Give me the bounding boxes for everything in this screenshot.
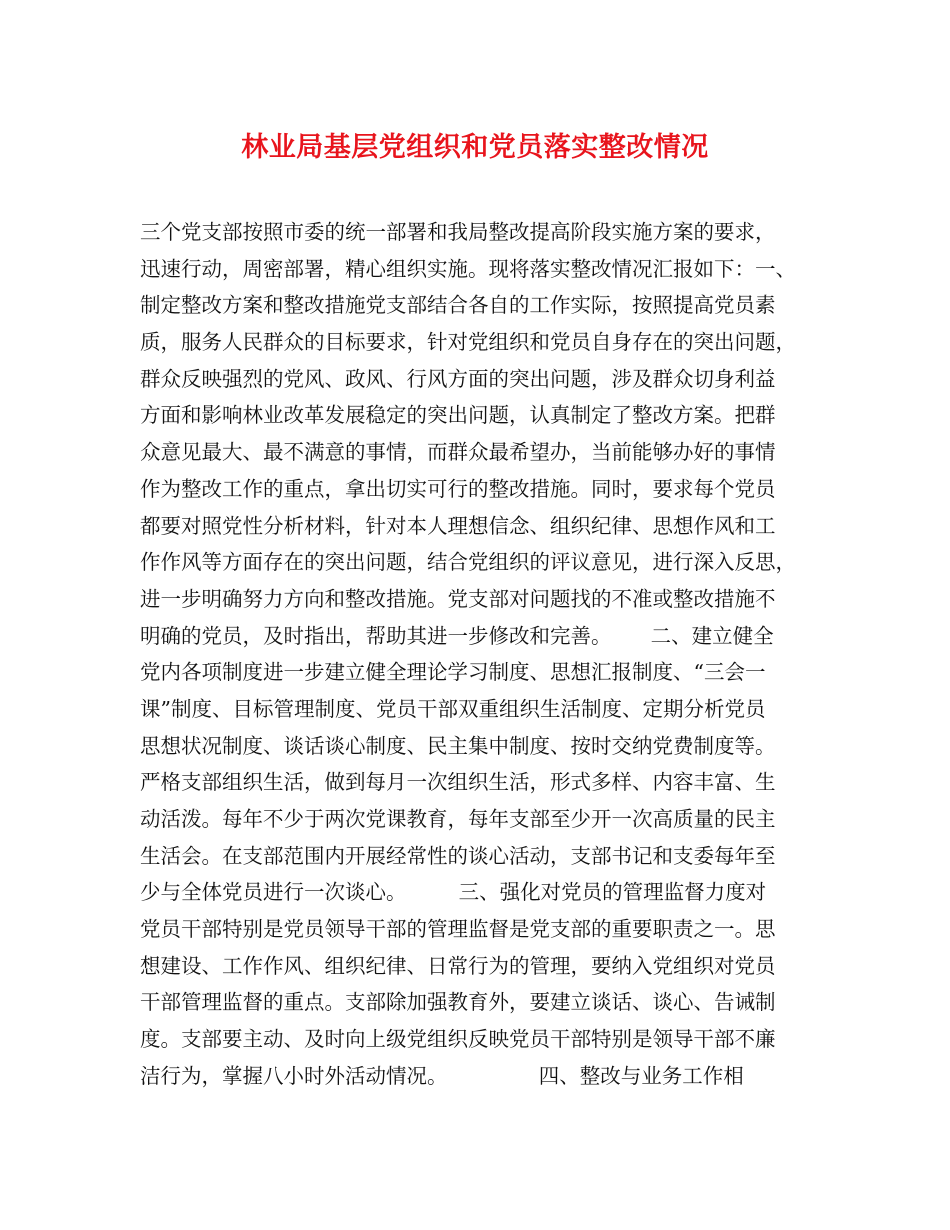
body-line-5: 群众反映强烈的党风、政风、行风方面的突出问题，涉及群众切身利益 bbox=[140, 366, 776, 391]
body-line-16: 严格支部组织生活，做到每月一次组织生活，形式多样、内容丰富、生 bbox=[140, 770, 776, 795]
body-line-4: 质，服务人民群众的目标要求，针对党组织和党员自身存在的突出问题， bbox=[140, 330, 796, 355]
body-line-15: 思想状况制度、谈话谈心制度、民主集中制度、按时交纳党费制度等。 bbox=[140, 733, 776, 758]
body-line-11: 进一步明确努力方向和整改措施。党支部对问题找的不准或整改措施不 bbox=[140, 586, 776, 611]
body-line-7: 众意见最大、最不满意的事情，而群众最希望办，当前能够办好的事情 bbox=[140, 440, 776, 465]
body-line-19: 少与全体党员进行一次谈心。 三、强化对党员的管理监督力度对 bbox=[140, 880, 767, 905]
body-line-10: 作作风等方面存在的突出问题，结合党组织的评议意见，进行深入反思， bbox=[140, 550, 796, 575]
body-line-20: 党员干部特别是党员领导干部的管理监督是党支部的重要职责之一。思 bbox=[140, 917, 776, 942]
document-title: 林业局基层党组织和党员落实整改情况 bbox=[241, 132, 709, 163]
body-line-1: 三个党支部按照市委的统一部署和我局整改提高阶段实施方案的要求， bbox=[140, 220, 776, 244]
body-line-14: 课”制度、目标管理制度、党员干部双重组织生活制度、定期分析党员 bbox=[140, 696, 766, 721]
body-line-22: 干部管理监督的重点。支部除加强教育外，要建立谈话、谈心、告诫制 bbox=[140, 990, 776, 1015]
body-line-23: 度。支部要主动、及时向上级党组织反映党员干部特别是领导干部不廉 bbox=[140, 1027, 776, 1052]
body-line-24: 洁行为，掌握八小时外活动情况。 四、整改与业务工作相 bbox=[140, 1063, 744, 1088]
body-line-8: 作为整改工作的重点，拿出切实可行的整改措施。同时，要求每个党员 bbox=[140, 476, 776, 501]
body-line-17: 动活泼。每年不少于两次党课教育，每年支部至少开一次高质量的民主 bbox=[140, 807, 776, 831]
document-body bbox=[140, 214, 820, 1095]
body-line-2: 迅速行动，周密部署，精心组织实施。现将落实整改情况汇报如下：一、 bbox=[140, 256, 796, 281]
body-line-18: 生活会。在支部范围内开展经常性的谈心活动，支部书记和支委每年至 bbox=[140, 843, 776, 868]
body-line-12: 明确的党员，及时指出，帮助其进一步修改和完善。 二、建立健全 bbox=[140, 623, 774, 648]
body-line-6: 方面和影响林业改革发展稳定的突出问题，认真制定了整改方案。把群 bbox=[140, 403, 776, 428]
body-line-3: 制定整改方案和整改措施党支部结合各自的工作实际，按照提高党员素 bbox=[140, 293, 776, 318]
body-line-13: 党内各项制度进一步建立健全理论学习制度、思想汇报制度、“三会一 bbox=[140, 660, 766, 685]
body-line-9: 都要对照党性分析材料，针对本人理想信念、组织纪律、思想作风和工 bbox=[140, 513, 776, 538]
body-line-21: 想建设、工作作风、组织纪律、日常行为的管理，要纳入党组织对党员 bbox=[140, 953, 776, 978]
